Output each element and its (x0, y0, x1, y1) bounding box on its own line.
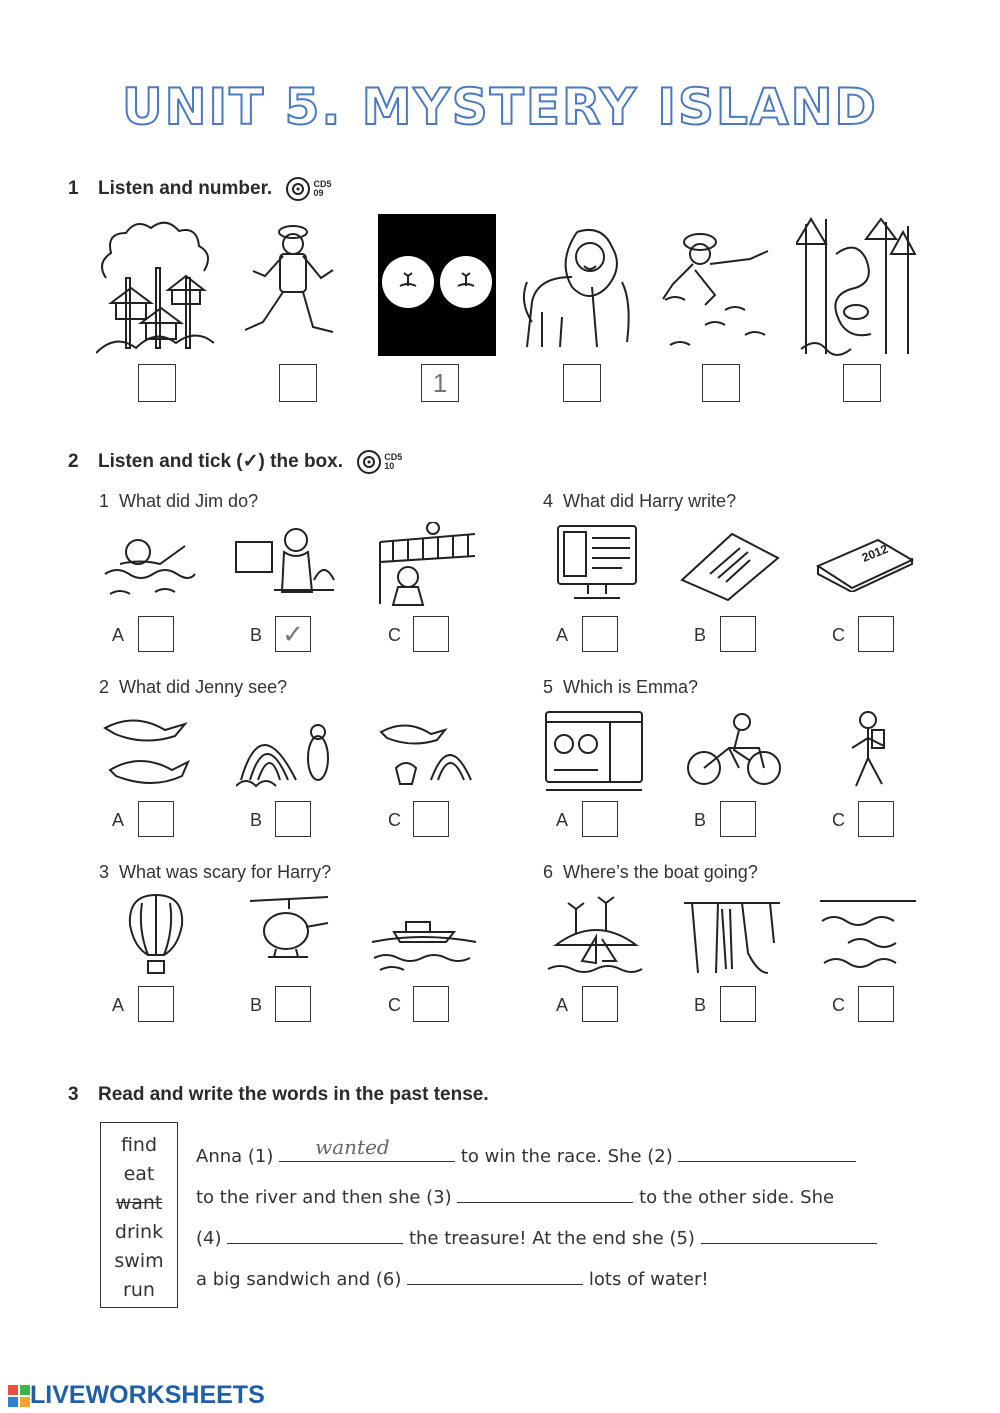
letter-paper-picture (680, 530, 780, 602)
cd-track-09 (285, 176, 331, 202)
computer-screen-picture (556, 524, 640, 604)
helicopter-picture (246, 893, 332, 975)
q4-option-b-box[interactable] (720, 616, 756, 652)
line-text: to the other side. She (639, 1187, 835, 1208)
question-6 (543, 862, 758, 883)
children-on-train-picture (544, 710, 644, 792)
section-2-number: 2 (68, 451, 79, 473)
boy-at-computer-picture (234, 520, 338, 606)
question-number: 2 (99, 677, 110, 697)
option-letter-c: C (388, 625, 401, 645)
line-text: lots of water! (588, 1269, 709, 1290)
q6-option-b-box[interactable] (720, 986, 756, 1022)
dolphins-picture (100, 708, 196, 788)
blank-3[interactable] (457, 1182, 633, 1203)
dolphin-rainbow-seagull-picture (376, 708, 476, 790)
blank-1[interactable] (279, 1135, 455, 1162)
q4-option-a-box[interactable] (582, 616, 618, 652)
liveworksheets-logo (8, 1381, 265, 1410)
q5-option-b-box[interactable] (720, 801, 756, 837)
girl-on-bike-picture (684, 708, 784, 790)
line-text: to win the race. She (2) (460, 1146, 673, 1167)
option-letter-c: C (832, 995, 845, 1015)
binoculars-view-picture (378, 214, 496, 356)
explorer-in-swamp-picture (655, 220, 775, 356)
q2-option-b-box[interactable] (275, 801, 311, 837)
q1-option-a-box[interactable] (138, 616, 174, 652)
section-1-heading (68, 176, 332, 202)
text-line-1 (196, 1135, 856, 1167)
question-number: 1 (99, 491, 110, 511)
question-number: 6 (543, 862, 554, 882)
book-2012-picture (816, 536, 914, 592)
question-text: What did Jenny see? (119, 677, 288, 697)
option-letter-b: B (694, 995, 707, 1015)
option-letter-b: B (694, 810, 707, 830)
number-box-6[interactable] (843, 364, 881, 402)
blank-4[interactable] (227, 1223, 403, 1244)
option-letter-a: A (556, 625, 569, 645)
blank-6[interactable] (407, 1264, 583, 1285)
number-box-2[interactable] (279, 364, 317, 402)
option-letter-c: C (388, 810, 401, 830)
section-1-instruction: Listen and number. (98, 178, 273, 200)
q1-option-b-box[interactable]: ✓ (275, 616, 311, 652)
jungle-snake-picture (796, 214, 916, 358)
option-letter-b: B (250, 625, 263, 645)
logo-icon (8, 1385, 30, 1407)
section-3-instruction: Read and write the words in the past tense. (98, 1084, 489, 1105)
number-box-4[interactable] (563, 364, 601, 402)
word-eat: eat (123, 1163, 155, 1185)
question-text: What was scary for Harry? (119, 862, 332, 882)
q2-option-a-box[interactable] (138, 801, 174, 837)
q2-option-c-box[interactable] (413, 801, 449, 837)
line-text: Anna (1) (196, 1146, 274, 1167)
option-letter-b: B (250, 810, 263, 830)
option-letter-a: A (556, 995, 569, 1015)
option-letter-c: C (832, 625, 845, 645)
logo-text: LIVEWORKSHEETS (30, 1381, 265, 1409)
rainbow-penguin-picture (236, 708, 336, 790)
blank-2[interactable] (678, 1141, 856, 1162)
cd-label: CD5 (313, 179, 332, 189)
question-text: What did Jim do? (119, 491, 259, 511)
q6-option-c-box[interactable] (858, 986, 894, 1022)
island-sailboat-picture (546, 893, 644, 975)
question-4 (543, 491, 736, 512)
number-box-1[interactable] (138, 364, 176, 402)
question-text: What did Harry write? (563, 491, 737, 511)
question-text: Which is Emma? (563, 677, 699, 697)
sea-waves-picture (818, 895, 918, 975)
q6-option-a-box[interactable] (582, 986, 618, 1022)
example-answer: wanted (315, 1135, 390, 1159)
track-number: 09 (313, 188, 324, 198)
line-text: a big sandwich and (6) (196, 1269, 402, 1290)
q1-option-c-box[interactable] (413, 616, 449, 652)
text-line-2 (196, 1182, 834, 1208)
section-2-instruction: Listen and tick (✓) the box. (98, 451, 343, 473)
girl-walking-picture (838, 708, 898, 790)
question-number: 3 (99, 862, 110, 882)
option-letter-a: A (556, 810, 569, 830)
book-year-label: 2012 (859, 541, 890, 565)
cd-track-10 (356, 449, 402, 475)
word-want-struck: want (115, 1192, 163, 1214)
treehouse-village-picture (96, 218, 214, 358)
question-1 (99, 491, 258, 512)
word-find: find (120, 1134, 158, 1156)
waterfall-cliff-picture (682, 895, 782, 975)
q3-option-b-box[interactable] (275, 986, 311, 1022)
option-letter-c: C (388, 995, 401, 1015)
q3-option-c-box[interactable] (413, 986, 449, 1022)
section-2-heading (68, 449, 402, 475)
text-line-4 (196, 1264, 709, 1290)
cd-label: CD5 (384, 452, 403, 462)
question-number: 5 (543, 677, 554, 697)
line-text: the treasure! At the end she (5) (408, 1228, 695, 1249)
word-run: run (123, 1279, 155, 1301)
cd-icon (285, 176, 311, 202)
running-explorer-picture (238, 218, 350, 358)
question-3 (99, 862, 331, 883)
hot-air-balloon-picture (126, 893, 186, 975)
option-letter-a: A (112, 810, 125, 830)
word-drink: drink (114, 1221, 164, 1243)
question-5 (543, 677, 698, 698)
question-2 (99, 677, 287, 698)
swimming-boy-picture (100, 524, 196, 604)
section-3-heading (68, 1084, 489, 1106)
option-letter-a: A (112, 995, 125, 1015)
number-box-3[interactable]: 1 (421, 364, 459, 402)
option-letter-a: A (112, 625, 125, 645)
track-number: 10 (384, 461, 395, 471)
line-text: (4) (196, 1228, 222, 1249)
lion-picture (522, 222, 640, 356)
page-title: UNIT 5. MYSTERY ISLAND (122, 78, 878, 136)
blank-5[interactable] (701, 1223, 877, 1244)
text-line-3 (196, 1223, 877, 1249)
section-1-number: 1 (68, 178, 79, 200)
q5-option-a-box[interactable] (582, 801, 618, 837)
boat-on-river-picture (370, 898, 478, 976)
question-text: Where’s the boat going? (563, 862, 758, 882)
word-swim: swim (114, 1250, 164, 1272)
number-box-5[interactable] (702, 364, 740, 402)
line-text: to the river and then she (3) (196, 1187, 452, 1208)
q5-option-c-box[interactable] (858, 801, 894, 837)
section-3-number: 3 (68, 1084, 79, 1105)
volleyball-net-picture (378, 522, 476, 606)
q4-option-c-box[interactable] (858, 616, 894, 652)
question-number: 4 (543, 491, 554, 511)
word-box (100, 1122, 178, 1308)
option-letter-c: C (832, 810, 845, 830)
option-letter-b: B (694, 625, 707, 645)
q3-option-a-box[interactable] (138, 986, 174, 1022)
option-letter-b: B (250, 995, 263, 1015)
cd-icon (356, 449, 382, 475)
